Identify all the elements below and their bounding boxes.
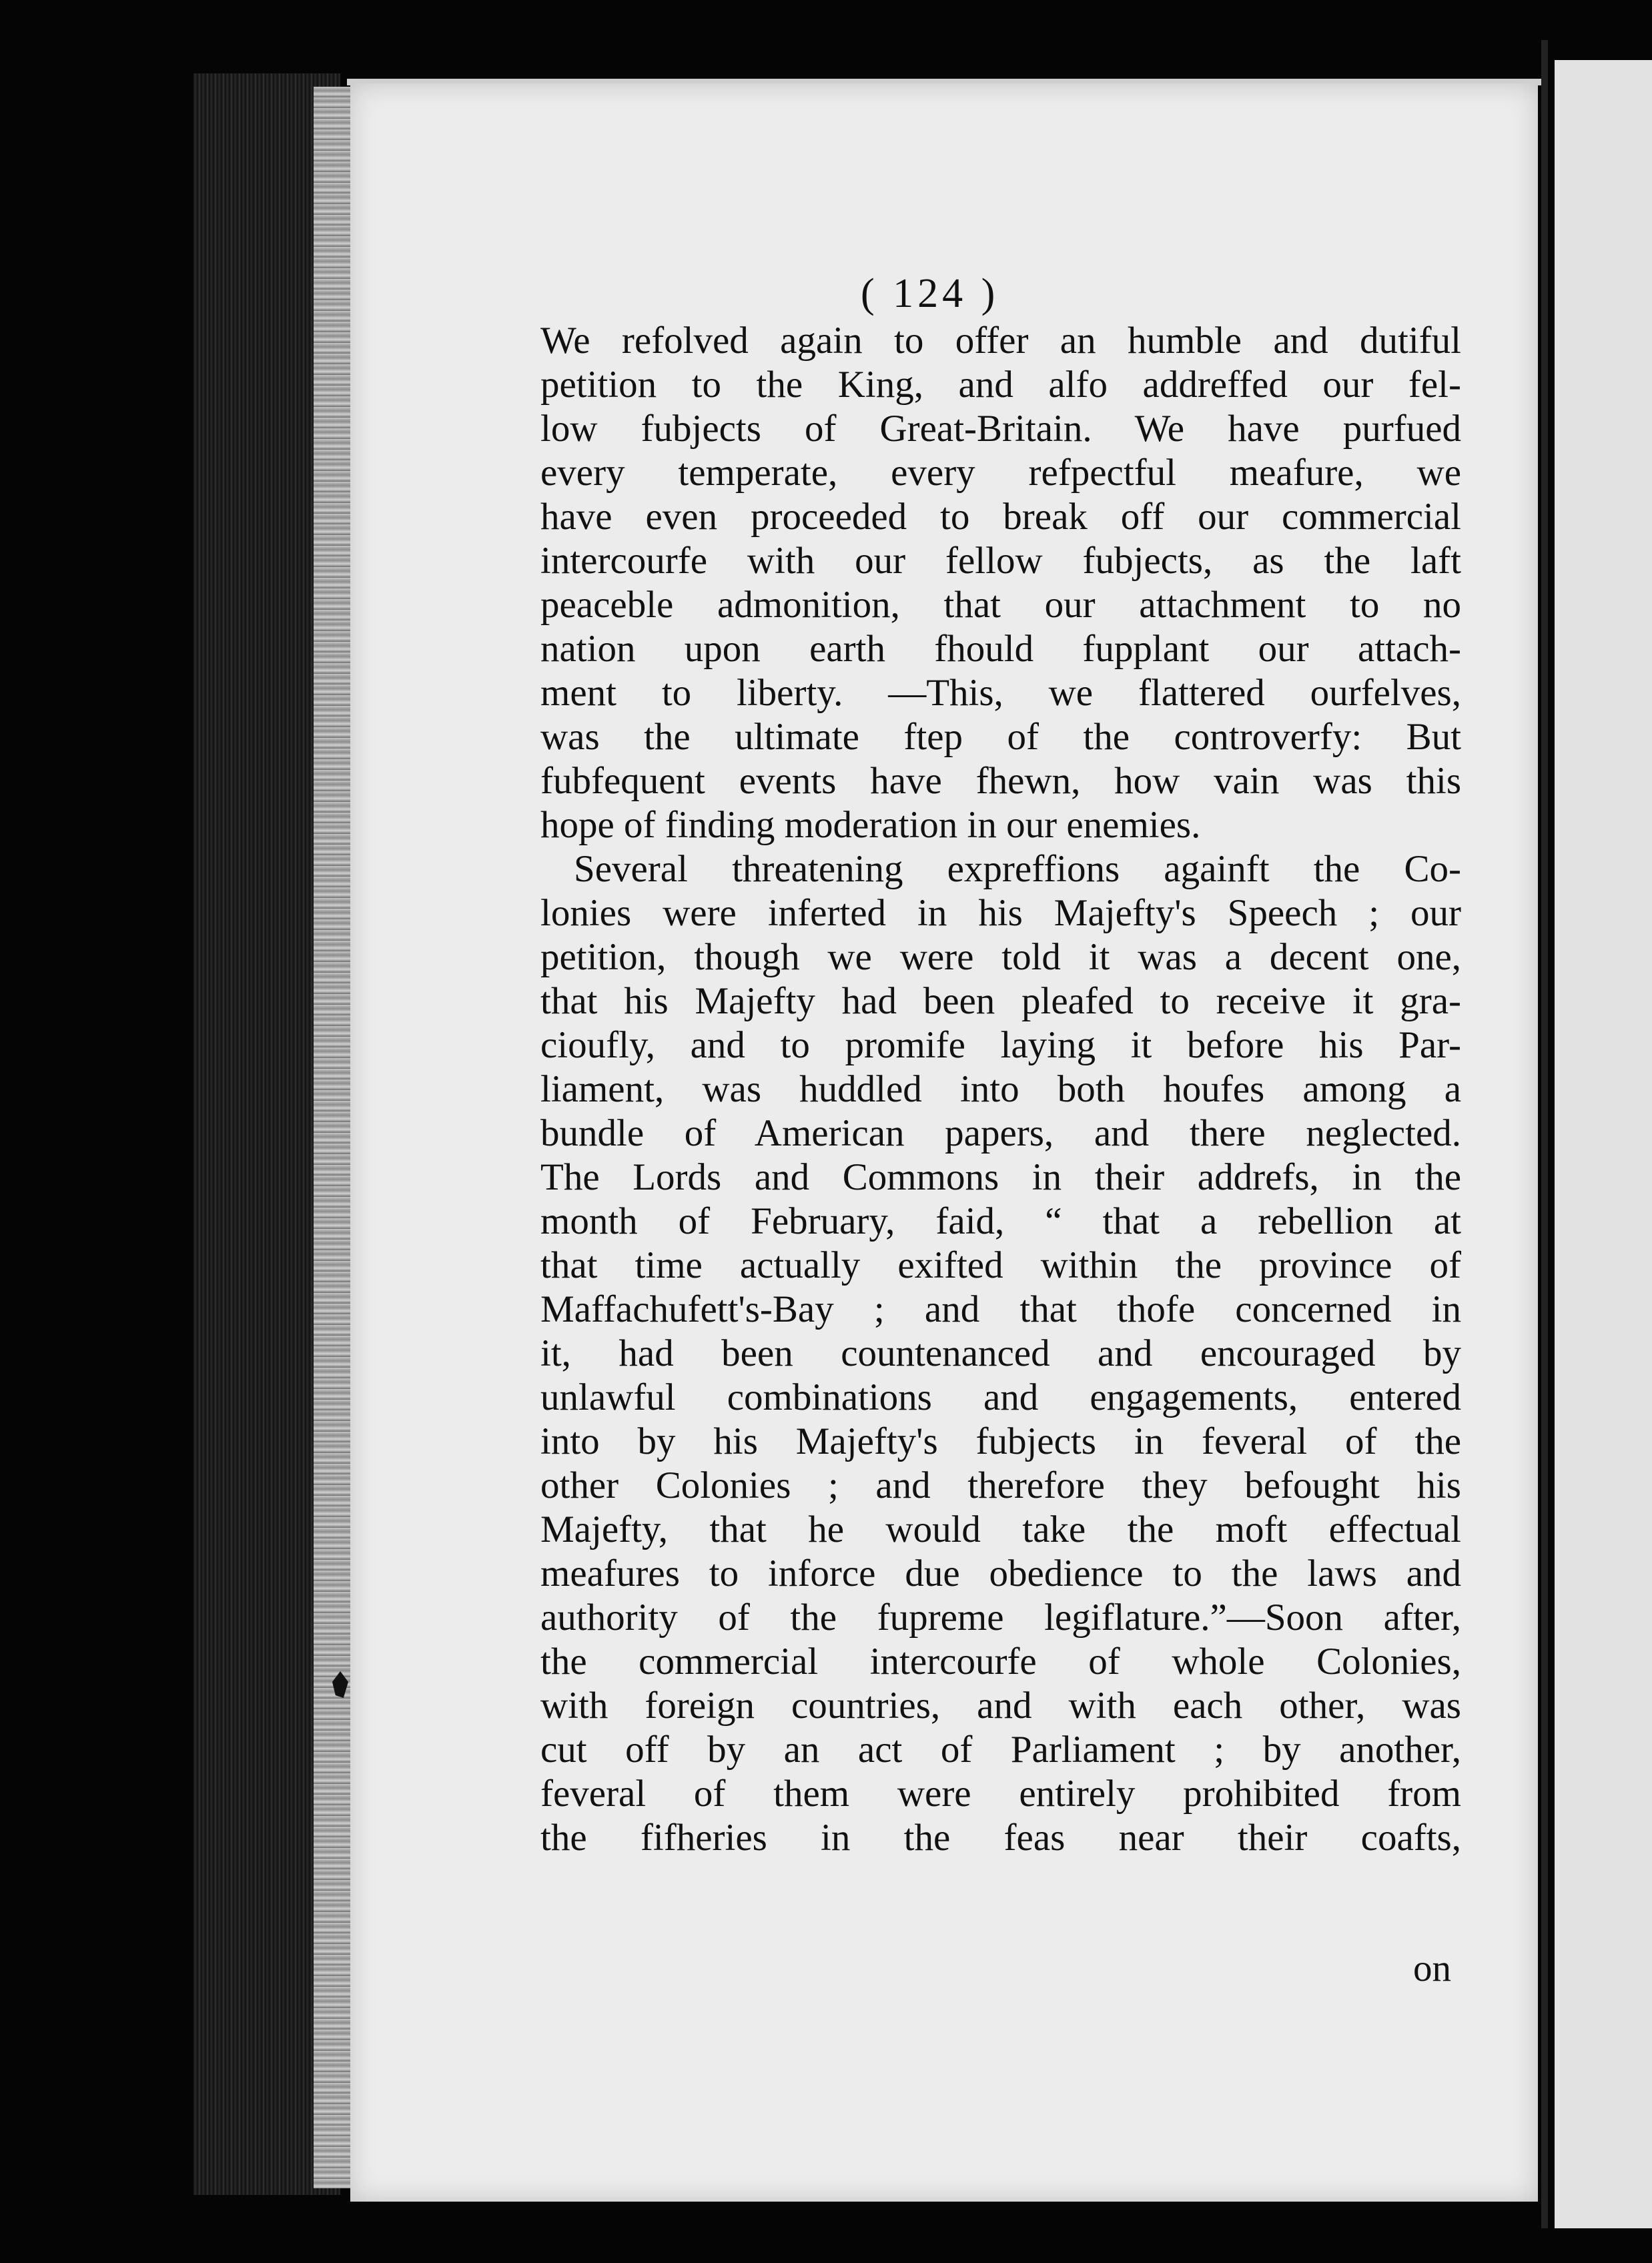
text-line: intercourfe with our fellow fubjects, as the laft bbox=[540, 540, 1461, 582]
text-line: the commercial intercourfe of whole Colonies, bbox=[540, 1641, 1461, 1683]
text-line: with foreign countries, and with each other, was bbox=[540, 1685, 1461, 1727]
text-line: bundle of American papers, and there neglected. bbox=[540, 1112, 1461, 1154]
text-line: other Colonies ; and therefore they befought his bbox=[540, 1464, 1461, 1506]
text-line: every temperate, every refpectful meafure, we bbox=[540, 452, 1461, 494]
text-line: Majefty, that he would take the moft effectual bbox=[540, 1508, 1461, 1550]
text-line: ment to liberty. —This, we flattered ourfelves, bbox=[540, 672, 1461, 714]
page-number: ( 124 ) bbox=[861, 271, 999, 316]
text-line: cut off by an act of Parliament ; by another, bbox=[540, 1729, 1461, 1771]
text-line: the fifheries in the feas near their coafts, bbox=[540, 1817, 1461, 1859]
text-line: low fubjects of Great-Britain. We have purfued bbox=[540, 408, 1461, 450]
text-line: that time actually exifted within the province of bbox=[540, 1244, 1461, 1286]
text-line: lonies were inferted in his Majefty's Speech ; our bbox=[540, 892, 1461, 934]
text-line: meafures to inforce due obedience to the laws and bbox=[540, 1552, 1461, 1595]
text-line: Maffachufett's-Bay ; and that thofe concerned in bbox=[540, 1288, 1461, 1330]
text-line: feveral of them were entirely prohibited from bbox=[540, 1773, 1461, 1815]
text-line: liament, was huddled into both houfes among a bbox=[540, 1068, 1461, 1110]
text-line: that his Majefty had been pleafed to receive it gra- bbox=[540, 980, 1461, 1022]
text-line: peaceble admonition, that our attachment to no bbox=[540, 584, 1461, 626]
text-line: Several threatening expreffions againft the Co- bbox=[574, 848, 1461, 890]
text-line: We refolved again to offer an humble and dutiful bbox=[540, 320, 1461, 362]
gutter-shadow bbox=[1541, 40, 1548, 2228]
text-line: petition to the King, and alfo addreffed our fel- bbox=[540, 364, 1461, 406]
page-edges bbox=[314, 87, 354, 2188]
text-line: authority of the fupreme legiflature.”—Soon after, bbox=[540, 1597, 1461, 1639]
text-line: it, had been countenanced and encouraged by bbox=[540, 1332, 1461, 1374]
facing-page-strip bbox=[1555, 60, 1652, 2228]
text-line: unlawful combinations and engagements, entered bbox=[540, 1376, 1461, 1418]
text-line: fubfequent events have fhewn, how vain was this bbox=[540, 760, 1461, 802]
catchword: on bbox=[1413, 1947, 1451, 1989]
text-line: nation upon earth fhould fupplant our attach- bbox=[540, 628, 1461, 670]
text-line: cioufly, and to promife laying it before his Par- bbox=[540, 1024, 1461, 1066]
text-line: month of February, faid, “ that a rebellion at bbox=[540, 1200, 1461, 1242]
text-line: petition, though we were told it was a decent one, bbox=[540, 936, 1461, 978]
text-line: into by his Majefty's fubjects in feveral of the bbox=[540, 1420, 1461, 1462]
text-line: The Lords and Commons in their addrefs, in the bbox=[540, 1156, 1461, 1198]
text-line: hope of finding moderation in our enemies. bbox=[540, 804, 1201, 846]
text-line: have even proceeded to break off our commercial bbox=[540, 496, 1461, 538]
text-line: was the ultimate ftep of the controverfy: But bbox=[540, 716, 1461, 758]
